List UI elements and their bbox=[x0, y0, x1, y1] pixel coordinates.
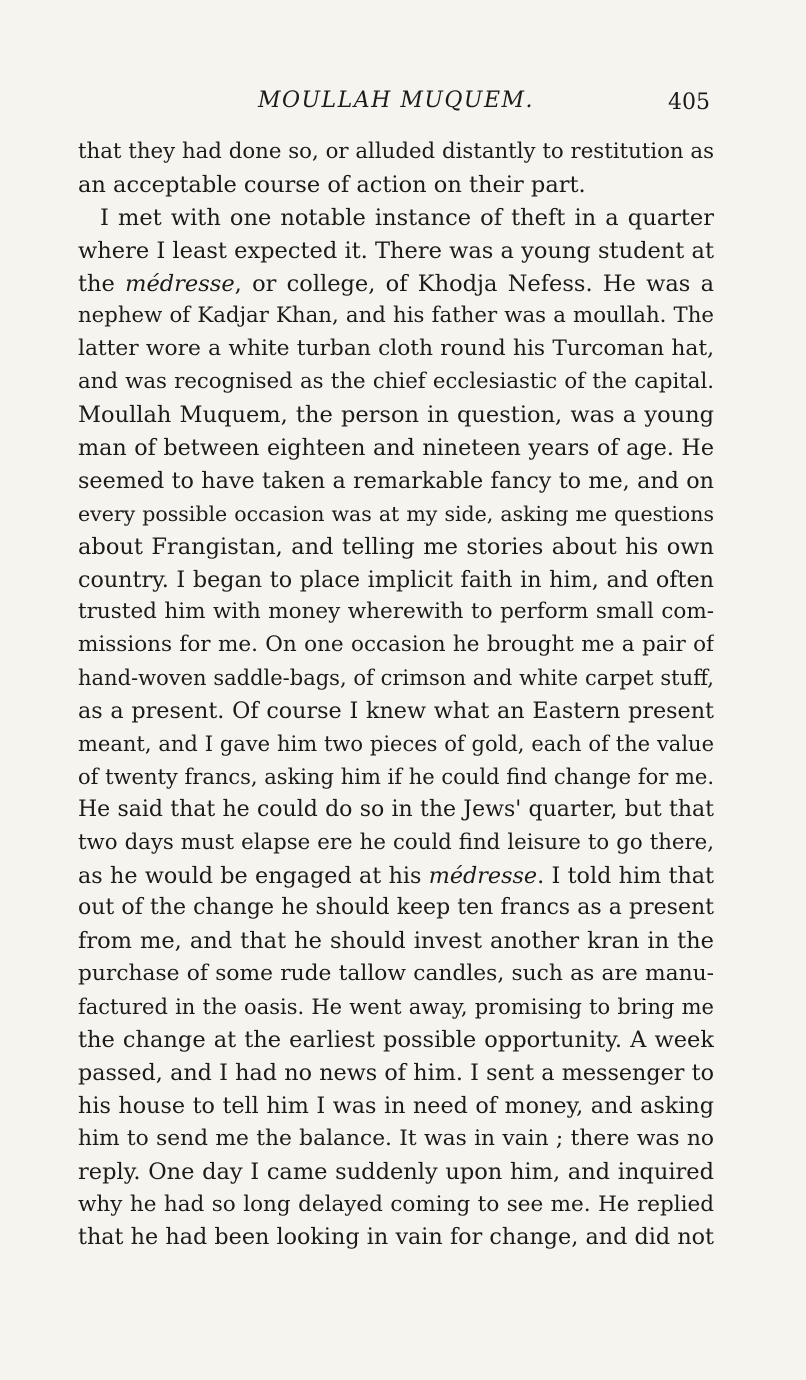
text-line: why he had so long delayed coming to see me. He replied bbox=[78, 1191, 714, 1217]
text-line: He said that he could do so in the Jews' quarter, but that bbox=[78, 796, 714, 822]
text-line: man of between eighteen and nineteen years of age. He bbox=[78, 435, 714, 462]
running-head bbox=[78, 84, 714, 124]
text-line: from me, and that he should invest another kran in the bbox=[78, 928, 714, 955]
text-segment: the bbox=[78, 270, 126, 297]
text-line: country. I began to place implicit faith in him, and often bbox=[78, 566, 714, 593]
page-number: 405 bbox=[668, 90, 710, 115]
text-line: passed, and I had no news of him. I sent a messenger to bbox=[78, 1059, 714, 1086]
text-line: missions for me. On one occasion he brought me a pair of bbox=[78, 632, 714, 658]
body-text bbox=[78, 136, 714, 1254]
text-line: hand-woven saddle-bags, of crimson and white carpet stuff, bbox=[78, 666, 714, 691]
text-line: and was recognised as the chief ecclesiastic of the capital. bbox=[78, 369, 714, 395]
text-line: every possible occasion was at my side, asking me questions bbox=[78, 501, 714, 526]
text-line: his house to tell him I was in need of money, and asking bbox=[78, 1092, 714, 1119]
italic-term: médresse bbox=[125, 270, 235, 297]
text-line: I met with one notable instance of theft in a quarter bbox=[100, 204, 714, 231]
text-line: that they had done so, or alluded distantly to restitution as bbox=[78, 139, 714, 164]
text-line: where I least expected it. There was a young student at bbox=[78, 237, 714, 264]
text-line: two days must elapse ere he could find leisure to go there, bbox=[78, 829, 714, 855]
text-line: about Frangistan, and telling me stories about his own bbox=[78, 533, 714, 560]
text-line: trusted him with money wherewith to perform small com- bbox=[78, 599, 714, 625]
text-line: nephew of Kadjar Khan, and his father was a moullah. The bbox=[78, 303, 714, 329]
text-line: latter wore a white turban cloth round his Turcoman hat, bbox=[78, 336, 714, 362]
text-line: seemed to have taken a remarkable fancy to me, and on bbox=[78, 467, 714, 494]
text-line: him to send me the balance. It was in vain ; there was no bbox=[78, 1125, 714, 1151]
text-line bbox=[78, 860, 714, 893]
text-segment: as he would be engaged at his bbox=[78, 862, 429, 889]
text-line: as a present. Of course I knew what an Eastern present bbox=[78, 698, 714, 725]
text-line: Moullah Muquem, the person in question, was a young bbox=[78, 402, 714, 429]
text-line bbox=[78, 268, 714, 301]
text-line: of twenty francs, asking him if he could find change for me. bbox=[78, 764, 714, 789]
running-title: MOULLAH MUQUEM. bbox=[257, 88, 535, 113]
text-line: that he had been looking in vain for change, and did not bbox=[78, 1224, 714, 1251]
text-segment: . I told him that bbox=[537, 862, 714, 889]
text-line: the change at the earliest possible opportunity. A week bbox=[78, 1027, 714, 1054]
italic-term: médresse bbox=[428, 862, 538, 889]
text-line: purchase of some rude tallow candles, such as are manu- bbox=[78, 961, 714, 987]
text-line: meant, and I gave him two pieces of gold, each of the value bbox=[78, 732, 714, 757]
text-line: out of the change he should keep ten francs as a present bbox=[78, 895, 714, 921]
text-line: factured in the oasis. He went away, promising to bring me bbox=[78, 995, 714, 1020]
text-segment: , or college, of Khodja Nefess. He was a bbox=[234, 270, 714, 297]
text-line: reply. One day I came suddenly upon him, and inquired bbox=[78, 1158, 714, 1185]
text-line: an acceptable course of action on their part. bbox=[78, 171, 586, 198]
